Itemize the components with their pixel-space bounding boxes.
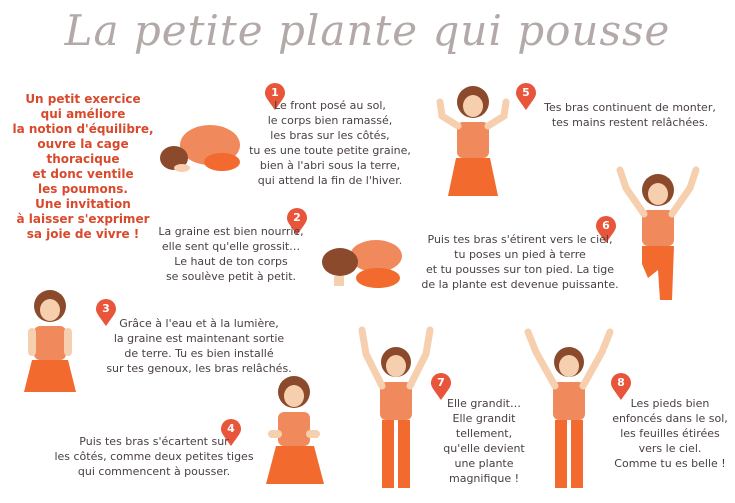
step-line: vers le ciel.: [638, 442, 702, 455]
step-line: tellement,: [455, 427, 513, 440]
step-line: tes mains restent relâchées.: [551, 116, 709, 129]
step-line: Les pieds bien: [630, 397, 710, 410]
step-line: bien à l'abri sous la terre,: [259, 159, 401, 172]
step-line: tu es une toute petite graine,: [249, 144, 411, 157]
step-1-text: [226, 98, 434, 188]
step-4-text: [54, 434, 254, 479]
step-number: 2: [293, 211, 301, 224]
step-line: les feuilles étirées: [620, 427, 720, 440]
step-3-figure: [10, 288, 90, 398]
step-number: 8: [617, 376, 625, 389]
intro-line: Une invitation: [35, 197, 131, 211]
page-title: La petite plante qui pousse: [64, 6, 671, 55]
step-line: Comme tu es belle !: [614, 457, 726, 470]
step-line: Grâce à l'eau et à la lumière,: [119, 317, 279, 330]
step-line: de terre. Tu es bien installé: [124, 347, 274, 360]
step-line: qui commencent à pousser.: [77, 465, 231, 478]
step-line: et tu pousses sur ton pied. La tige: [426, 263, 614, 276]
step-line: Elle grandit: [452, 412, 516, 425]
step-line: se soulève petit à petit.: [165, 270, 297, 283]
step-6-text: [420, 232, 620, 292]
step-6-figure: [612, 160, 704, 306]
step-5-figure: [428, 82, 518, 202]
step-line: une plante: [454, 457, 514, 470]
step-line: les côtés, comme deux petites tiges: [54, 450, 254, 463]
step-number: 3: [102, 302, 110, 315]
step-line: enfoncés dans le sol,: [612, 412, 728, 425]
step-2-text: [146, 224, 316, 284]
step-line: la graine est maintenant sortie: [113, 332, 285, 345]
step-number: 5: [522, 86, 530, 99]
step-line: La graine est bien nourrie,: [158, 225, 304, 238]
intro-line: Un petit exercice: [25, 92, 141, 106]
intro-line: et donc ventile: [32, 167, 134, 181]
step-5-text: [530, 100, 730, 130]
step-number: 1: [271, 86, 279, 99]
step-line: le corps bien ramassé,: [267, 114, 393, 127]
step-line: Le haut de ton corps: [174, 255, 288, 268]
intro-line: ouvre la cage: [37, 137, 129, 151]
step-line: sur tes genoux, les bras relâchés.: [106, 362, 292, 375]
step-8-text: [608, 396, 732, 471]
intro-line: sa joie de vivre !: [26, 227, 140, 241]
step-7-text: [436, 396, 532, 486]
step-line: qu'elle devient: [443, 442, 525, 455]
step-line: Elle grandit…: [447, 397, 521, 410]
step-line: Le front posé au sol,: [274, 99, 386, 112]
step-line: Puis tes bras s'étirent vers le ciel,: [427, 233, 613, 246]
step-line: elle sent qu'elle grossit…: [161, 240, 301, 253]
step-line: Puis tes bras s'écartent sur: [79, 435, 229, 448]
step-number: 6: [602, 219, 610, 232]
step-number: 4: [227, 422, 235, 435]
step-line: les bras sur les côtés,: [270, 129, 390, 142]
step-1-figure: [152, 110, 252, 180]
step-7-figure: [354, 322, 438, 494]
step-4-figure: [256, 372, 336, 490]
intro-line: les poumons.: [38, 182, 128, 196]
step-3-text: [104, 316, 294, 376]
step-line: Tes bras continuent de monter,: [544, 101, 716, 114]
step-2-figure: [316, 226, 416, 296]
step-line: de la plante est devenue puissante.: [421, 278, 619, 291]
step-8-figure: [524, 322, 614, 494]
intro-text: [8, 92, 158, 242]
step-number: 7: [437, 376, 445, 389]
step-line: qui attend la fin de l'hiver.: [257, 174, 403, 187]
intro-line: à laisser s'exprimer: [16, 212, 150, 226]
intro-line: la notion d'équilibre,: [12, 122, 154, 136]
step-line: tu poses un pied à terre: [454, 248, 586, 261]
intro-line: qui améliore: [40, 107, 126, 121]
intro-line: thoracique: [46, 152, 120, 166]
step-line: magnifique !: [448, 472, 520, 485]
